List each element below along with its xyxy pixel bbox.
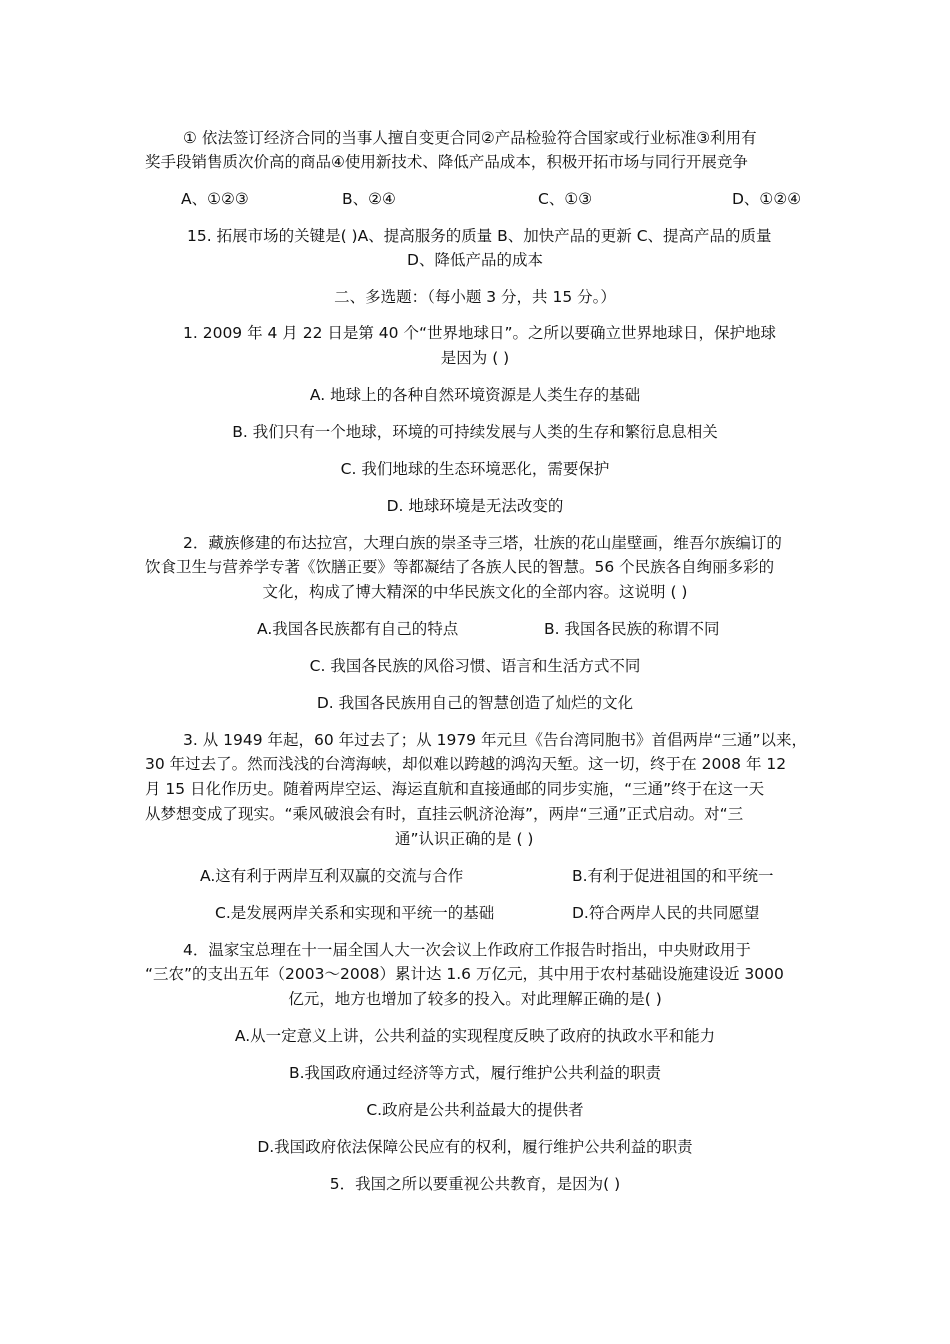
mq3-stem-line1: 3. 从 1949 年起，60 年过去了；从 1979 年元旦《告台湾同胞书》首倡两岸“三通”以来， <box>183 731 808 749</box>
mq4-stem-line2: “三农”的支出五年（2003～2008）累计达 1.6 万亿元，其中用于农村基础设施建设近 3000 <box>145 965 784 983</box>
mq4-stem-line1: 4．温家宝总理在十一届全国人大一次会议上作政府工作报告时指出，中央财政用于 <box>183 941 751 959</box>
mq1-stem-line1: 1. 2009 年 4 月 22 日是第 40 个“世界地球日”。之所以要确立世界地球日，保护地球 <box>183 324 777 342</box>
mq2-option-d: D. 我国各民族用自己的智慧创造了灿烂的文化 <box>316 694 634 712</box>
mq2-stem-line3: 文化，构成了博大精深的中华民族文化的全部内容。这说明 ( ) <box>262 583 688 601</box>
mq1-stem-line2: 是因为 ( ) <box>440 349 510 367</box>
mq1-option-d: D. 地球环境是无法改变的 <box>386 497 564 515</box>
q14-statements-line2: 奖手段销售质次价高的商品④使用新技术、降低产品成本，积极开拓市场与同行开展竞争 <box>145 153 748 171</box>
mq4-option-c: C.政府是公共利益最大的提供者 <box>366 1101 584 1119</box>
mq4-option-a: A.从一定意义上讲，公共利益的实现程度反映了政府的执政水平和能力 <box>234 1027 716 1045</box>
mq3-option-b: B.有利于促进祖国的和平统一 <box>572 867 774 885</box>
q14-option-c: C、①③ <box>538 190 593 208</box>
mq5-stem: 5．我国之所以要重视公共教育，是因为( ) <box>329 1175 621 1193</box>
q14-statements-line1: ① 依法签订经济合同的当事人擅自变更合同②产品检验符合国家或行业标准③利用有 <box>183 129 757 147</box>
mq3-stem-line3: 月 15 日化作历史。随着两岸空运、海运直航和直接通邮的同步实施，“三通”终于在这一天 <box>145 780 765 798</box>
mq1-option-c: C. 我们地球的生态环境恶化，需要保护 <box>340 460 610 478</box>
mq2-stem-line2: 饮食卫生与营养学专著《饮膳正要》等都凝结了各族人民的智慧。56 个民族各自绚丽多彩的 <box>145 558 775 576</box>
mq3-stem-line2: 30 年过去了。然而浅浅的台湾海峡，却似难以跨越的鸿沟天堑。这一切，终于在 2008 年 12 <box>145 755 787 773</box>
mq4-option-b: B.我国政府通过经济等方式，履行维护公共利益的职责 <box>288 1064 662 1082</box>
q14-option-d: D、①②④ <box>732 190 802 208</box>
mq4-option-d: D.我国政府依法保障公民应有的权利，履行维护公共利益的职责 <box>257 1138 693 1156</box>
q14-option-b: B、②④ <box>342 190 396 208</box>
mq2-stem-line1: 2．藏族修建的布达拉宫，大理白族的崇圣寺三塔，壮族的花山崖壁画，维吾尔族编订的 <box>183 534 782 552</box>
section-title: 二、多选题：（每小题 3 分，共 15 分。） <box>334 288 616 306</box>
mq2-option-c: C. 我国各民族的风俗习惯、语言和生活方式不同 <box>309 657 641 675</box>
mq1-option-a: A. 地球上的各种自然环境资源是人类生存的基础 <box>309 386 641 404</box>
mq4-stem-line3: 亿元，地方也增加了较多的投入。对此理解正确的是( ) <box>288 990 662 1008</box>
mq1-option-b: B. 我们只有一个地球，环境的可持续发展与人类的生存和繁衍息息相关 <box>232 423 718 441</box>
mq3-option-d: D.符合两岸人民的共同愿望 <box>572 904 760 922</box>
q14-option-a: A、①②③ <box>181 190 249 208</box>
mq3-stem-line4: 从梦想变成了现实。“乘风破浪会有时，直挂云帆济沧海”，两岸“三通”正式启动。对“三 <box>145 805 744 823</box>
q15-option-d: D、降低产品的成本 <box>407 251 543 269</box>
q15-stem: 15. 拓展市场的关键是( )A、提高服务的质量 B、加快产品的更新 C、提高产品的质量 <box>187 227 772 245</box>
mq2-option-b: B. 我国各民族的称谓不同 <box>544 620 720 638</box>
mq2-option-a: A.我国各民族都有自己的特点 <box>257 620 459 638</box>
mq3-stem-line5: 通”认识正确的是 ( ) <box>395 830 534 848</box>
mq3-option-a: A.这有利于两岸互利双赢的交流与合作 <box>200 867 464 885</box>
mq3-option-c: C.是发展两岸关系和实现和平统一的基础 <box>215 904 495 922</box>
